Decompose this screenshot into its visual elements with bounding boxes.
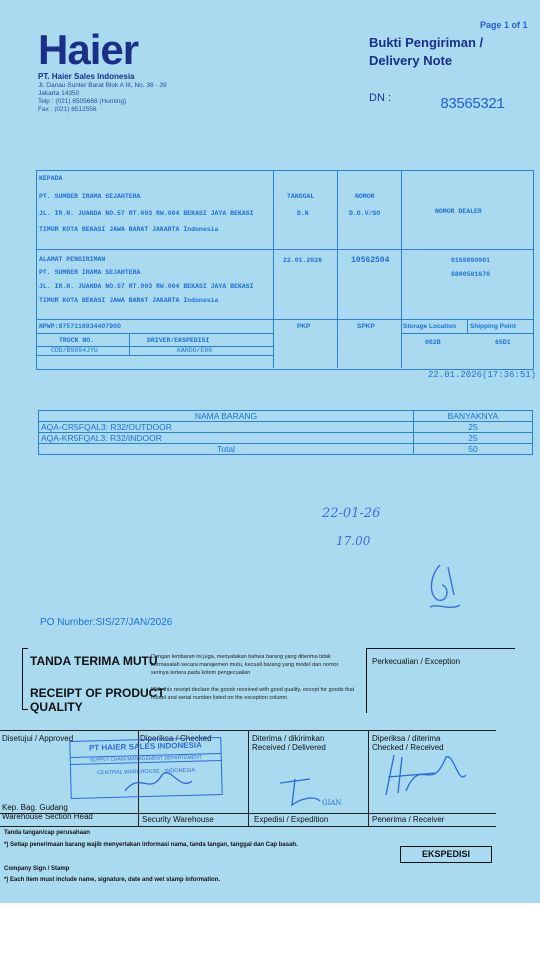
ship-to-address-1: JL. IR.H. JUANDA NO.57 RT.003 RW.004 BEKASI JAYA BEKASI	[39, 283, 254, 290]
section-head-label	[2, 803, 93, 821]
driver-label: DRIVER/EKSPEDISI	[147, 337, 210, 344]
dn-label: DN :	[369, 92, 391, 104]
expedition-label: Expedisi / Expedition	[254, 815, 329, 824]
section-head-label-2: Warehouse Section Head	[2, 812, 93, 821]
receipt-title-en	[30, 686, 165, 714]
document-title-id: Bukti Pengiriman /	[369, 35, 484, 50]
stamp-line-1: PT HAIER SALES INDONESIA	[88, 740, 202, 753]
section-head-label-1: Kep. Bag. Gudang	[2, 803, 68, 812]
page-indicator: Page 1 of 1	[480, 20, 528, 30]
ship-to-address-2: TIMUR KOTA BEKASI JAWA BARAT JAKARTA Indonesia	[39, 297, 219, 304]
handwritten-initials	[420, 555, 470, 620]
receipt-title-en-1: RECEIPT OF PRODUCT	[30, 686, 165, 700]
document-title-en: Delivery Note	[369, 53, 453, 68]
dealer-header: NOMOR DEALER	[435, 208, 482, 215]
ship-to-name: PT. SUMBER IRAMA SEJAHTERA	[39, 269, 141, 276]
address-line: Jl. Danau Sunter Barat Blok A III, No. 38 - 39	[38, 82, 167, 89]
pkp-header: PKP	[297, 323, 311, 330]
company-name: PT. Haier Sales Indonesia	[38, 72, 135, 81]
address-line: Fax : (021) 6512556	[38, 106, 97, 113]
npwp: NPWP:875711893440790O	[39, 323, 121, 330]
checked-label: Diperiksa / Checked	[140, 734, 212, 743]
item-name: AQA-KR5FQAL3: R32/INDOOR	[39, 433, 414, 444]
expedition-signature	[270, 771, 350, 811]
checked-received-label-2: Checked / Received	[372, 743, 444, 752]
storage-header: Storage Location	[403, 323, 457, 330]
item-qty: 25	[414, 422, 533, 433]
address-line: Telp : (021) 6505668 (Hunting)	[38, 98, 127, 105]
shipping-value: 65D1	[495, 339, 511, 346]
checked-received-label-1: Diperiksa / diterima	[372, 734, 441, 743]
exception-label: Perkecualian / Exception	[372, 657, 461, 666]
receipt-title-en-2: QUALITY	[30, 700, 83, 714]
consignee-address-2: TIMUR KOTA BEKASI JAWA BARAT JAKARTA Indonesia	[39, 226, 219, 233]
table-row	[39, 422, 533, 433]
tanggal-header: TANGGAL	[287, 193, 315, 200]
approved-label: Disetujui / Approved	[2, 734, 74, 743]
footer-line-2: *) Setiap penerimaan barang wajib menyertakan informasi nama, tanda tangan, tanggal dan Cap basah.	[4, 842, 298, 848]
do-header: D.O.V/SO	[349, 210, 381, 217]
footer-line-1: Tanda tangan/cap perusahaan	[4, 830, 90, 836]
storage-value: 002B	[425, 339, 441, 346]
delivered-label-2: Received / Delivered	[252, 743, 326, 752]
document-title	[369, 34, 483, 70]
footer-line-3: Company Sign / Stamp	[4, 866, 70, 872]
kepada-label: KEPADA	[39, 175, 63, 182]
total-label: Total	[39, 444, 414, 455]
receiver-signature	[376, 745, 486, 809]
address-line: Jakarta 14350	[38, 90, 80, 97]
consignee-address-1: JL. IR.H. JUANDA NO.57 RT.003 RW.004 BEKASI JAYA BEKASI	[39, 210, 254, 217]
truck-value: CDD/B9894JYU	[51, 347, 98, 354]
svg-text:GIAN: GIAN	[322, 799, 342, 807]
total-value: 50	[414, 444, 533, 455]
signature-table	[0, 730, 496, 827]
col-header-qty: BANYAKNYA	[414, 411, 533, 422]
print-timestamp: 22.01.2026(17:36:51)	[428, 370, 537, 380]
approver-signature	[120, 761, 200, 801]
consignee-name: PT. SUMBER IRAMA SEJAHTERA	[39, 193, 141, 200]
nomor-header: NOMOR	[355, 193, 375, 200]
dealer-value-1: 01SS090001	[451, 257, 491, 264]
item-qty: 25	[414, 433, 533, 444]
item-name: AQA-CR5FQAL3: R32/OUTDOOR	[39, 422, 414, 433]
receiver-label: Penerima / Receiver	[372, 815, 445, 824]
table-row	[39, 433, 533, 444]
receipt-text-en: With this receipt declare the goods received with good quality, except for goods that model and serial number listed on the exception column	[151, 687, 355, 701]
security-label: Security Warehouse	[142, 815, 214, 824]
stamp-line-3: CENTRAL WAREHOUSE - INDONESIA	[97, 767, 196, 777]
ekspedisi-copy-label: EKSPEDISI	[400, 846, 492, 863]
po-number: PO Number:SIS/27/JAN/2026	[40, 617, 173, 628]
receipt-text-id: Dengan lembaran ini juga, menyatakan bahwa barang yang diterima tidak bermasalah secara manajemen mutu, kecuali barang yang model dan nomor serinya tertera pada kolom pengecualian	[151, 654, 339, 676]
spkp-header: SPKP	[357, 323, 375, 330]
footer-line-4: *) Each item must include name, signature, date and wet stamp information.	[4, 877, 221, 883]
ship-to-label: ALAMAT PENGIRIMAN	[39, 256, 106, 263]
delivered-label-1: Diterima / dikirimkan	[252, 734, 325, 743]
dn-header: D.N	[297, 210, 309, 217]
handwritten-time: 17.00	[336, 534, 371, 548]
so-value: 10562504	[351, 256, 390, 265]
stamp-line-2: SUPPLY CHAIN MANAGEMENT DEPARTEMENT	[71, 753, 221, 765]
col-header-name: NAMA BARANG	[39, 411, 414, 422]
dealer-value-2: 6800581670	[451, 271, 491, 278]
consignee-table	[36, 170, 534, 370]
dn-number: 83565321	[440, 96, 505, 113]
date-value: 22.01.2026	[283, 257, 323, 264]
haier-logo: Haier	[38, 26, 139, 73]
handwritten-date: 22-01-26	[322, 506, 381, 521]
items-table	[38, 410, 534, 455]
shipping-header: Shipping Point	[470, 323, 516, 330]
truck-label: TRUCK NO.	[59, 337, 95, 344]
receipt-title-id: TANDA TERIMA MUTU	[30, 654, 158, 668]
company-address	[38, 82, 167, 114]
total-row	[39, 444, 533, 455]
receipt-block	[22, 648, 516, 714]
driver-value: KARDO/E88	[177, 347, 213, 354]
delivered-label	[252, 734, 326, 752]
